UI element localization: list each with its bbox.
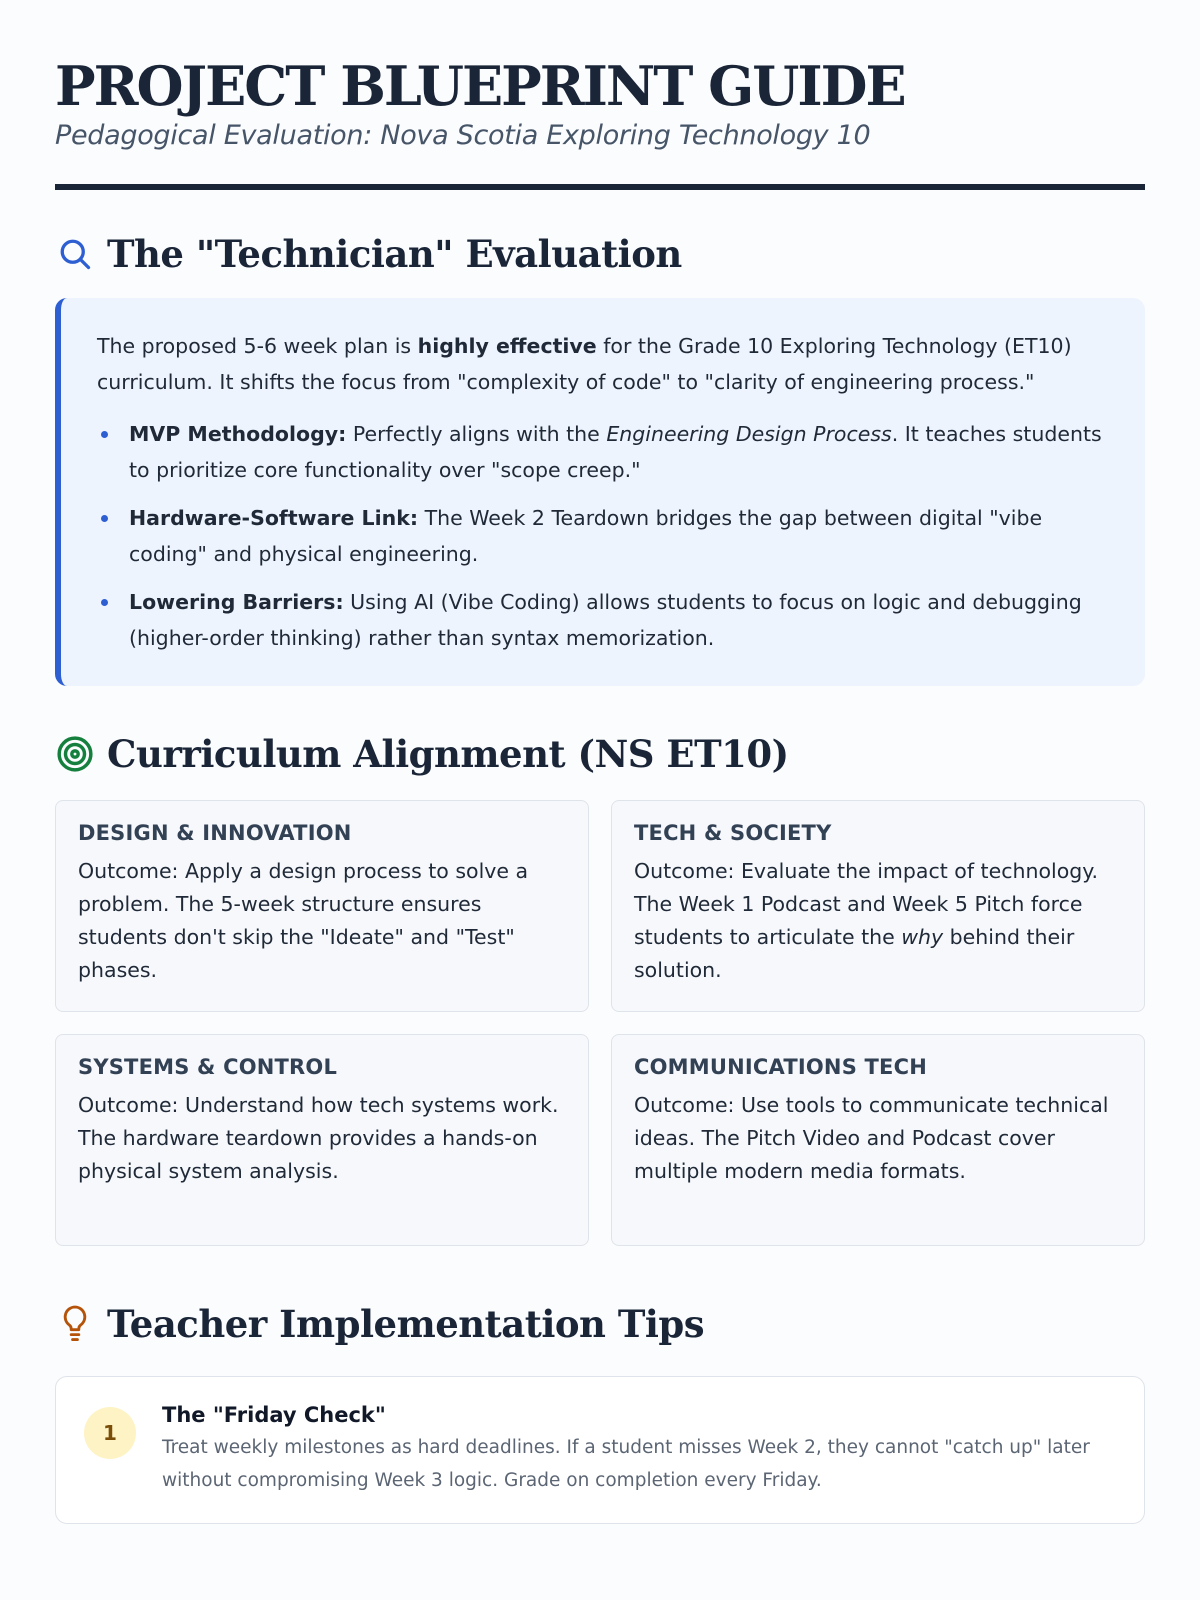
search-icon <box>55 234 95 274</box>
tips-section <box>55 1302 1145 1524</box>
bullet-text: The Week 2 Teardown bridges the gap between digital "vibe coding" and physical engineering. <box>129 506 1043 567</box>
evaluation-heading-row <box>55 232 1145 276</box>
alignment-section <box>55 732 1145 1246</box>
alignment-heading-row <box>55 732 1145 776</box>
tip-number-badge: 1 <box>84 1407 136 1459</box>
header-divider <box>55 184 1145 190</box>
bullet-text: Using AI (Vibe Coding) allows students to focus on logic and debugging (higher-order thinking) rather than syntax memorization. <box>129 590 1082 651</box>
card-title: DESIGN & INNOVATION <box>78 821 352 846</box>
bullet-italic: Engineering Design Process <box>606 422 892 447</box>
list-item <box>97 500 1111 572</box>
bullet-text: Perfectly aligns with the <box>346 422 607 447</box>
card-body: Outcome: Understand how tech systems work. The hardware teardown provides a hands-on physical system analysis. <box>78 1093 559 1184</box>
outcome-card-systems <box>55 1034 589 1246</box>
bullet-label: Lowering Barriers: <box>129 590 344 615</box>
tip-content <box>162 1403 1116 1497</box>
list-item <box>97 584 1111 656</box>
page-title: PROJECT BLUEPRINT GUIDE <box>55 54 905 118</box>
evaluation-intro <box>97 328 1111 400</box>
card-body-italic: why <box>901 925 944 950</box>
card-title: COMMUNICATIONS TECH <box>634 1055 927 1080</box>
tips-heading-row <box>55 1302 1145 1346</box>
bullet-text-rest: . It teaches students to prioritize core functionality over "scope creep." <box>129 422 1102 483</box>
tip-title: The "Friday Check" <box>162 1403 386 1428</box>
card-title: SYSTEMS & CONTROL <box>78 1055 338 1080</box>
evaluation-bullets <box>97 416 1111 656</box>
evaluation-section <box>55 232 1145 686</box>
evaluation-callout <box>55 298 1145 686</box>
page-subtitle: Pedagogical Evaluation: Nova Scotia Exploring Technology 10 <box>55 120 871 152</box>
lightbulb-icon <box>55 1304 95 1344</box>
card-body: Outcome: Use tools to communicate technical ideas. The Pitch Video and Podcast cover multiple modern media formats. <box>634 1093 1109 1184</box>
tip-card <box>55 1376 1145 1524</box>
alignment-grid <box>55 800 1145 1246</box>
list-item <box>97 416 1111 488</box>
card-body: Outcome: Apply a design process to solve a problem. The 5-week structure ensures students don't skip the "Ideate" and "Test" phases. <box>78 859 529 983</box>
document-header <box>55 55 1145 190</box>
outcome-card-society <box>611 800 1145 1012</box>
card-body-text-rest: behind their solution. <box>634 925 1075 983</box>
card-body-text: Outcome: Evaluate the impact of technology. The Week 1 Podcast and Week 5 Pitch force students to articulate the <box>634 859 1098 950</box>
evaluation-heading: The "Technician" Evaluation <box>107 232 682 277</box>
card-title: TECH & SOCIETY <box>634 821 832 846</box>
card-body <box>634 855 1122 987</box>
outcome-card-design <box>55 800 589 1012</box>
intro-text-rest: for the Grade 10 Exploring Technology (ET10) curriculum. It shifts the focus from "complexity of code" to "clarity of engineering process." <box>97 334 1072 395</box>
tips-heading: Teacher Implementation Tips <box>107 1302 705 1347</box>
bullet-label: Hardware-Software Link: <box>129 506 419 531</box>
intro-text: The proposed 5-6 week plan is <box>97 334 418 359</box>
outcome-card-communications <box>611 1034 1145 1246</box>
alignment-heading: Curriculum Alignment (NS ET10) <box>107 732 789 777</box>
tip-text: Treat weekly milestones as hard deadlines. If a student misses Week 2, they cannot "catch up" later without compromising Week 3 logic. Grade on completion every Friday. <box>162 1437 1090 1492</box>
target-icon <box>55 734 95 774</box>
intro-emphasis: highly effective <box>417 334 597 359</box>
bullet-label: MVP Methodology: <box>129 422 347 447</box>
